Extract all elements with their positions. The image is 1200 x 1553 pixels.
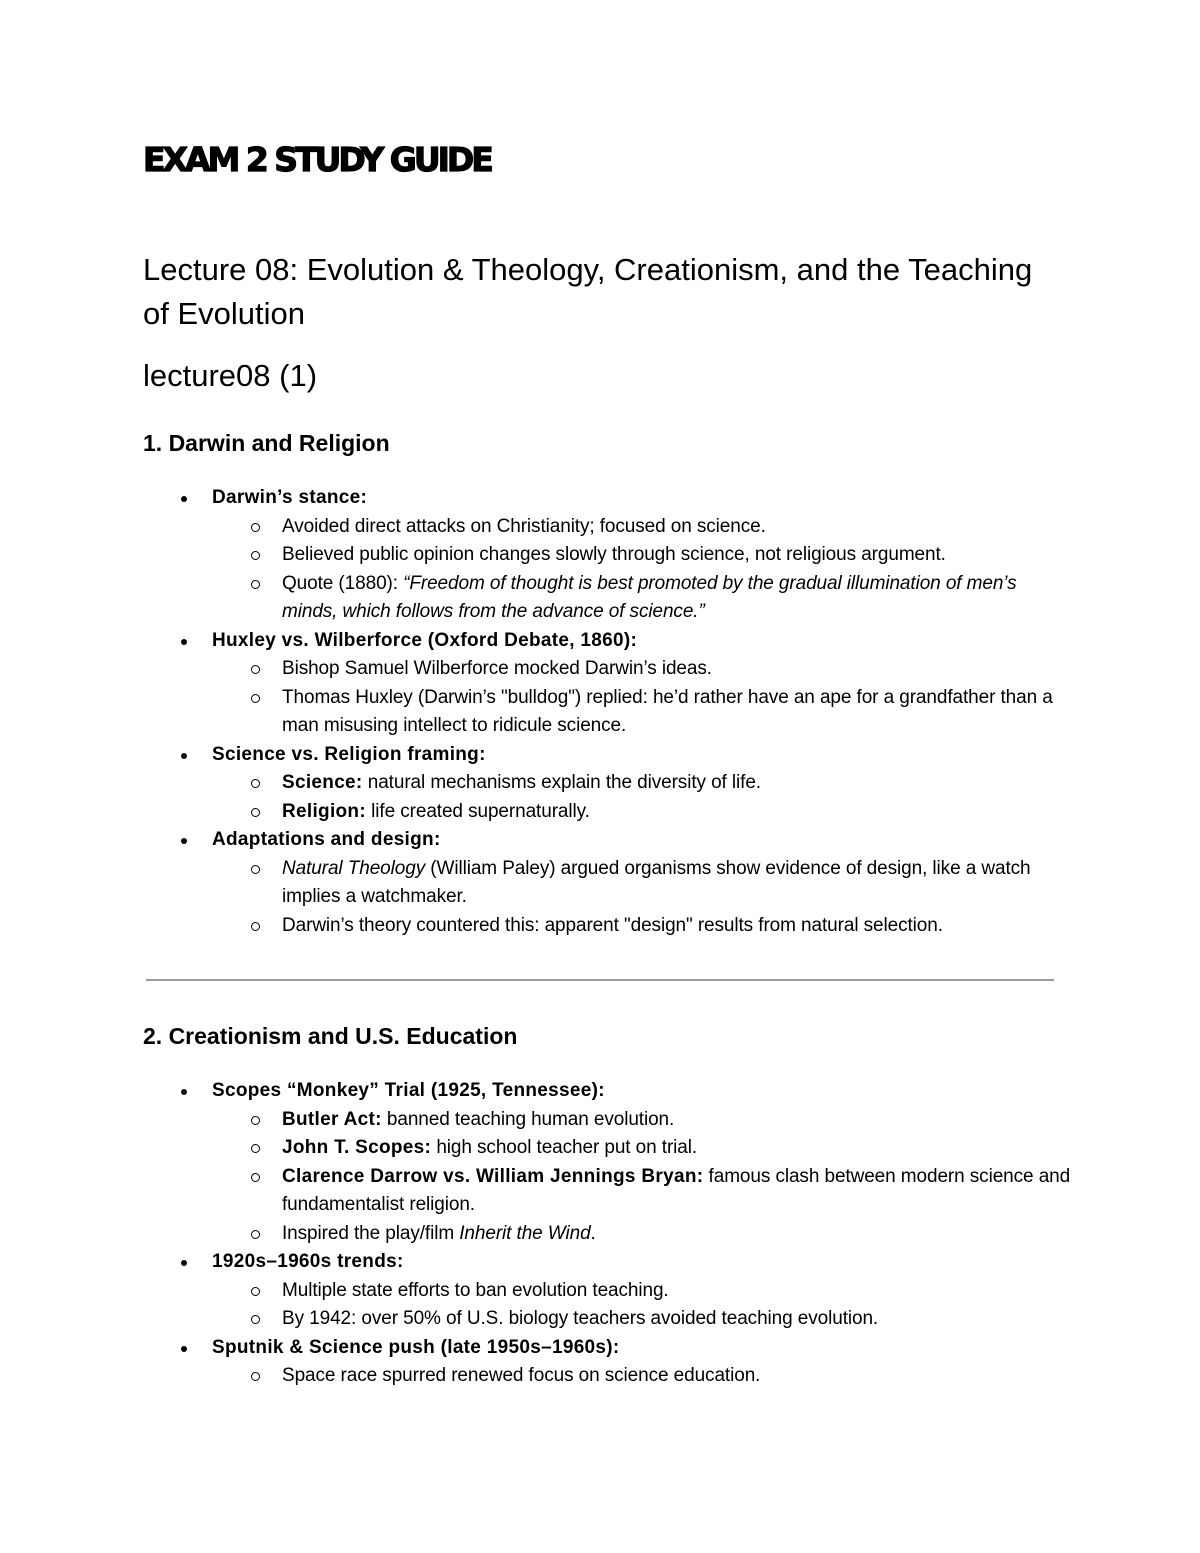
circle-bullet-icon — [251, 1372, 260, 1381]
bullet-icon — [181, 753, 187, 759]
circle-bullet-icon — [251, 665, 260, 674]
list-item — [143, 1077, 1073, 1248]
sub-item: Quote (1880): “Freedom of thought is best promoted by the gradual illumination of men’s minds, which follows from the advance of science.” — [212, 570, 1073, 627]
sub-item: Natural Theology (William Paley) argued organisms show evidence of design, like a watch implies a watchmaker. — [212, 855, 1073, 912]
sub-list — [212, 655, 1073, 741]
lecture-heading: Lecture 08: Evolution & Theology, Creationism, and the Teaching of Evolution — [143, 252, 1033, 331]
sub-item: John T. Scopes: high school teacher put on trial. — [212, 1134, 1073, 1163]
darwin-quote: “Freedom of thought is best promoted by the gradual illumination of men’s minds, which follows from the advance of science.” — [282, 572, 1017, 622]
bullet-icon — [181, 1346, 187, 1352]
list-item — [143, 1248, 1073, 1334]
circle-bullet-icon — [251, 523, 260, 532]
sub-list — [212, 769, 1073, 826]
circle-bullet-icon — [251, 694, 260, 703]
sub-item: Bishop Samuel Wilberforce mocked Darwin’s ideas. — [212, 655, 1073, 684]
circle-bullet-icon — [251, 551, 260, 560]
sub-item: Clarence Darrow vs. William Jennings Bryan: famous clash between modern science and fundamentalist religion. — [212, 1163, 1073, 1220]
sub-item: Butler Act: banned teaching human evolution. — [212, 1106, 1073, 1135]
circle-bullet-icon — [251, 1173, 260, 1182]
circle-bullet-icon — [251, 1116, 260, 1125]
circle-bullet-icon — [251, 1144, 260, 1153]
section-heading-creationism-education: 2. Creationism and U.S. Education — [143, 1023, 518, 1049]
section1-list — [143, 484, 1073, 940]
circle-bullet-icon — [251, 580, 260, 589]
sub-item: By 1942: over 50% of U.S. biology teachers avoided teaching evolution. — [212, 1305, 1073, 1334]
item-label: Huxley vs. Wilberforce (Oxford Debate, 1860): — [212, 629, 638, 651]
horizontal-divider — [146, 979, 1054, 981]
list-item — [143, 627, 1073, 741]
item-label: Darwin’s stance: — [212, 487, 368, 508]
document-title: EXAM 2 STUDY GUIDE — [143, 140, 491, 179]
sub-item: Space race spurred renewed focus on science education. — [212, 1362, 1073, 1391]
circle-bullet-icon — [251, 865, 260, 874]
circle-bullet-icon — [251, 808, 260, 817]
bullet-icon — [181, 1260, 187, 1266]
circle-bullet-icon — [251, 1230, 260, 1239]
circle-bullet-icon — [251, 1315, 260, 1324]
bullet-icon — [181, 838, 187, 844]
sub-item: Thomas Huxley (Darwin’s "bulldog") replied: he’d rather have an ape for a grandfather than a man misusing intellect to ridicule science. — [212, 684, 1073, 741]
bullet-icon — [181, 1089, 187, 1095]
circle-bullet-icon — [251, 922, 260, 931]
item-label: Adaptations and design: — [212, 829, 441, 850]
item-label: Scopes “Monkey” Trial (1925, Tennessee): — [212, 1080, 605, 1101]
circle-bullet-icon — [251, 1287, 260, 1296]
sub-item: Inspired the play/film Inherit the Wind. — [212, 1220, 1073, 1249]
list-item — [143, 741, 1073, 827]
sub-item: Multiple state efforts to ban evolution teaching. — [212, 1277, 1073, 1306]
list-item — [143, 484, 1073, 627]
sub-list — [212, 1362, 1073, 1391]
list-item — [143, 1334, 1073, 1391]
sub-item: Darwin’s theory countered this: apparent "design" results from natural selection. — [212, 912, 1073, 941]
section-heading-darwin-religion: 1. Darwin and Religion — [143, 430, 390, 456]
item-label: Science vs. Religion framing: — [212, 743, 486, 765]
circle-bullet-icon — [251, 779, 260, 788]
sub-list — [212, 855, 1073, 941]
bullet-icon — [181, 639, 187, 645]
file-heading: lecture08 (1) — [143, 358, 318, 393]
list-item — [143, 826, 1073, 940]
sub-list — [212, 1106, 1073, 1249]
sub-list — [212, 513, 1073, 627]
section2-list — [143, 1077, 1073, 1391]
sub-item: Believed public opinion changes slowly through science, not religious argument. — [212, 541, 1073, 570]
sub-item: Religion: life created supernaturally. — [212, 798, 1073, 827]
bullet-icon — [181, 496, 187, 502]
sub-item: Science: natural mechanisms explain the diversity of life. — [212, 769, 1073, 798]
sub-item: Avoided direct attacks on Christianity; focused on science. — [212, 513, 1073, 542]
item-label: Sputnik & Science push (late 1950s–1960s): — [212, 1336, 620, 1358]
item-label: 1920s–1960s trends: — [212, 1251, 404, 1272]
sub-list — [212, 1277, 1073, 1334]
